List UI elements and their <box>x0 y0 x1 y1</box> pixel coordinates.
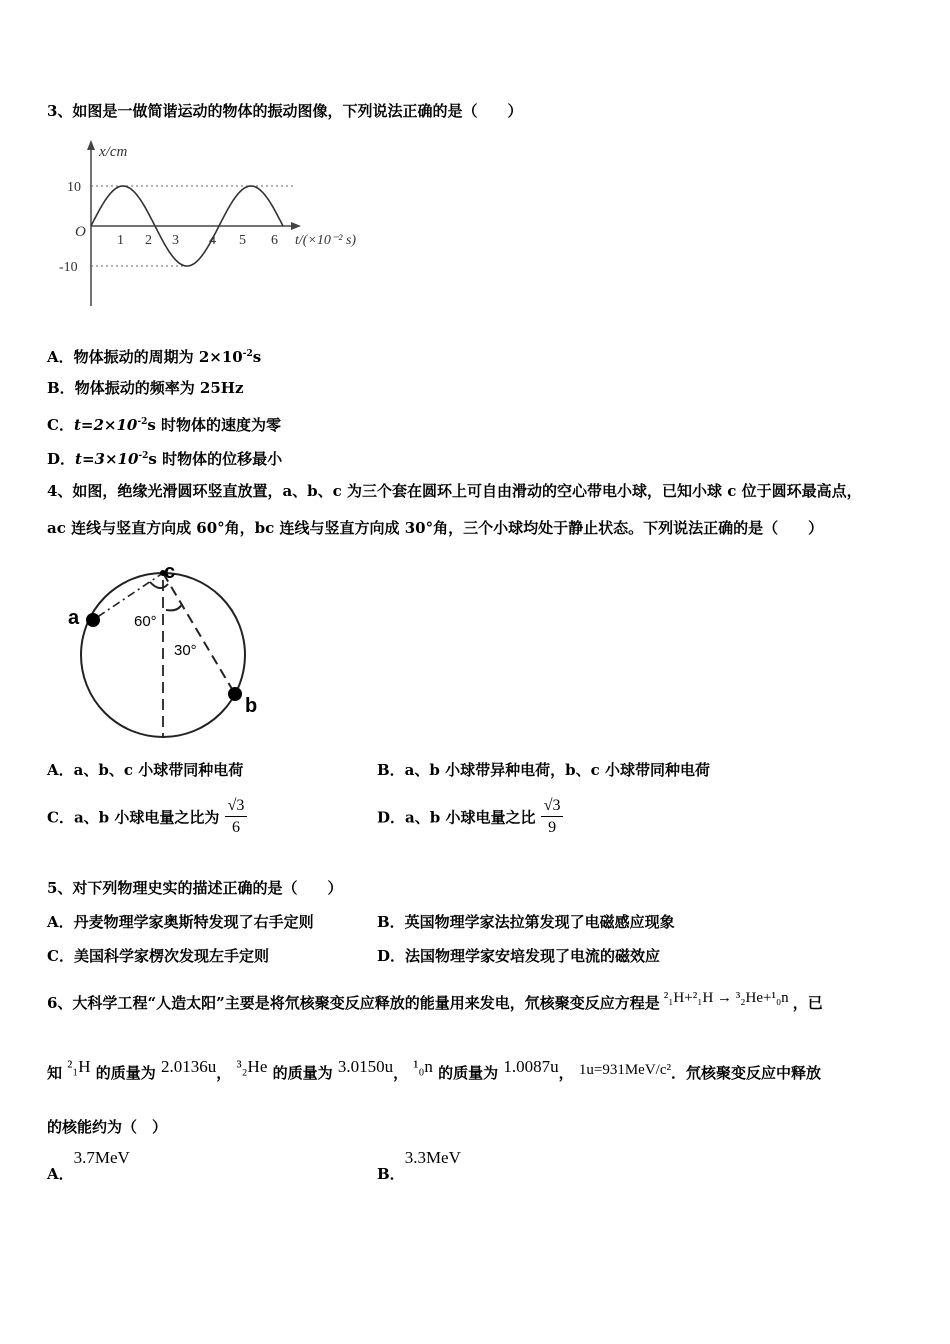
he3-symbol: ³₂He <box>236 1057 268 1076</box>
q5-option-d[interactable]: D．法国物理学家安培发现了电流的磁效应 <box>377 947 661 965</box>
q5-option-b[interactable]: B．英国物理学家法拉第发现了电磁感应现象 <box>377 913 675 931</box>
q6-stem-line3: 的核能约为（ ） <box>47 1118 168 1136</box>
q4-option-d[interactable]: D．a、b 小球电量之比 $\frac{√3}{9}$ <box>377 796 563 839</box>
label-30: 30° <box>174 642 197 659</box>
q3-stem: 3、如图是一做简谐运动的物体的振动图像，下列说法正确的是（ ） <box>47 102 523 120</box>
graph-xtick: 4 <box>209 233 216 248</box>
graph-xtick: 3 <box>172 233 179 248</box>
graph-ylabel: x/cm <box>99 144 128 160</box>
q6-option-a[interactable]: A．3.7MeV <box>47 1148 130 1183</box>
q4-option-c[interactable]: C．a、b 小球电量之比为 $\frac{√3}{6}$ <box>47 796 247 839</box>
u-definition: 1u=931MeV/c² <box>578 1062 671 1078</box>
q6-stem-line1: 6、大科学工程“人造太阳”主要是将氘核聚变反应释放的能量用来发电，氘核聚变反应方程是 ²₁H+²₁H → ³₂He+¹₀n ，已 <box>47 990 823 1012</box>
ring-figure <box>60 560 280 745</box>
ball-a <box>86 613 100 627</box>
angle-arc-30 <box>166 604 182 610</box>
graph-origin: O <box>75 224 86 240</box>
h2-symbol: ²₁H <box>67 1057 91 1076</box>
q3-option-a[interactable]: A．物体振动的周期为 $2\times 10^{-2}s$ <box>47 348 262 366</box>
label-60: 60° <box>134 613 157 630</box>
q5-stem: 5、对下列物理史实的描述正确的是（ ） <box>47 879 343 897</box>
q3-option-b[interactable]: B．物体振动的频率为 25Hz <box>47 379 244 397</box>
ball-b <box>228 687 242 701</box>
fraction-c: $\frac{√3}{6}$ <box>225 796 248 839</box>
q4-option-b[interactable]: B．a、b 小球带异种电荷，b、c 小球带同种电荷 <box>377 761 710 779</box>
m-n-value: 1.0087u <box>503 1057 559 1076</box>
q6-stem-line2: 知 ²₁H 的质量为 2.0136u， ³₂He 的质量为 3.0150u， ¹₀n 的质量为 1.0087u， 1u=931MeV/c²．氘核聚变反应中释放 <box>47 1057 821 1082</box>
oscillation-graph <box>55 138 390 308</box>
fraction-d: $\frac{√3}{9}$ <box>541 796 564 839</box>
graph-xtick: 1 <box>117 233 124 248</box>
q4-stem-line1: 4、如图，绝缘光滑圆环竖直放置，a、b、c 为三个套在圆环上可自由滑动的空心带电小球，已知小球 c 位于圆环最高点， <box>47 482 862 500</box>
m-h2-value: 2.0136u <box>161 1057 217 1076</box>
label-c: c <box>164 561 176 583</box>
q5-option-c[interactable]: C．美国科学家楞次发现左手定则 <box>47 947 269 965</box>
q3-option-d[interactable]: D．$t=3\times 10^{-2}s$ 时物体的位移最小 <box>47 450 283 468</box>
label-a: a <box>68 607 80 629</box>
q6-option-b[interactable]: B．3.3MeV <box>377 1148 461 1183</box>
q3-option-c[interactable]: C．$t=2\times 10^{-2}s$ 时物体的速度为零 <box>47 416 282 434</box>
graph-ytick-10: 10 <box>67 180 81 195</box>
q4-option-a[interactable]: A．a、b、c 小球带同种电荷 <box>47 761 244 779</box>
m-he3-value: 3.0150u <box>337 1057 394 1076</box>
label-b: b <box>245 695 258 717</box>
q4-stem-line2: ac 连线与竖直方向成 60°角，bc 连线与竖直方向成 30°角，三个小球均处于静止状态。下列说法正确的是（ ） <box>47 519 824 537</box>
fusion-equation: ²₁H+²₁H → ³₂He+¹₀n <box>663 990 789 1006</box>
graph-xlabel: t/(×10⁻² s) <box>295 233 357 248</box>
bc-line <box>163 573 235 694</box>
q5-option-a[interactable]: A．丹麦物理学家奥斯特发现了右手定则 <box>47 913 314 931</box>
graph-xtick: 2 <box>145 233 152 248</box>
graph-xtick: 5 <box>239 233 246 248</box>
graph-ytick-neg10: -10 <box>59 260 78 275</box>
n-symbol: ¹₀n <box>413 1057 433 1076</box>
graph-xtick: 6 <box>271 233 278 248</box>
